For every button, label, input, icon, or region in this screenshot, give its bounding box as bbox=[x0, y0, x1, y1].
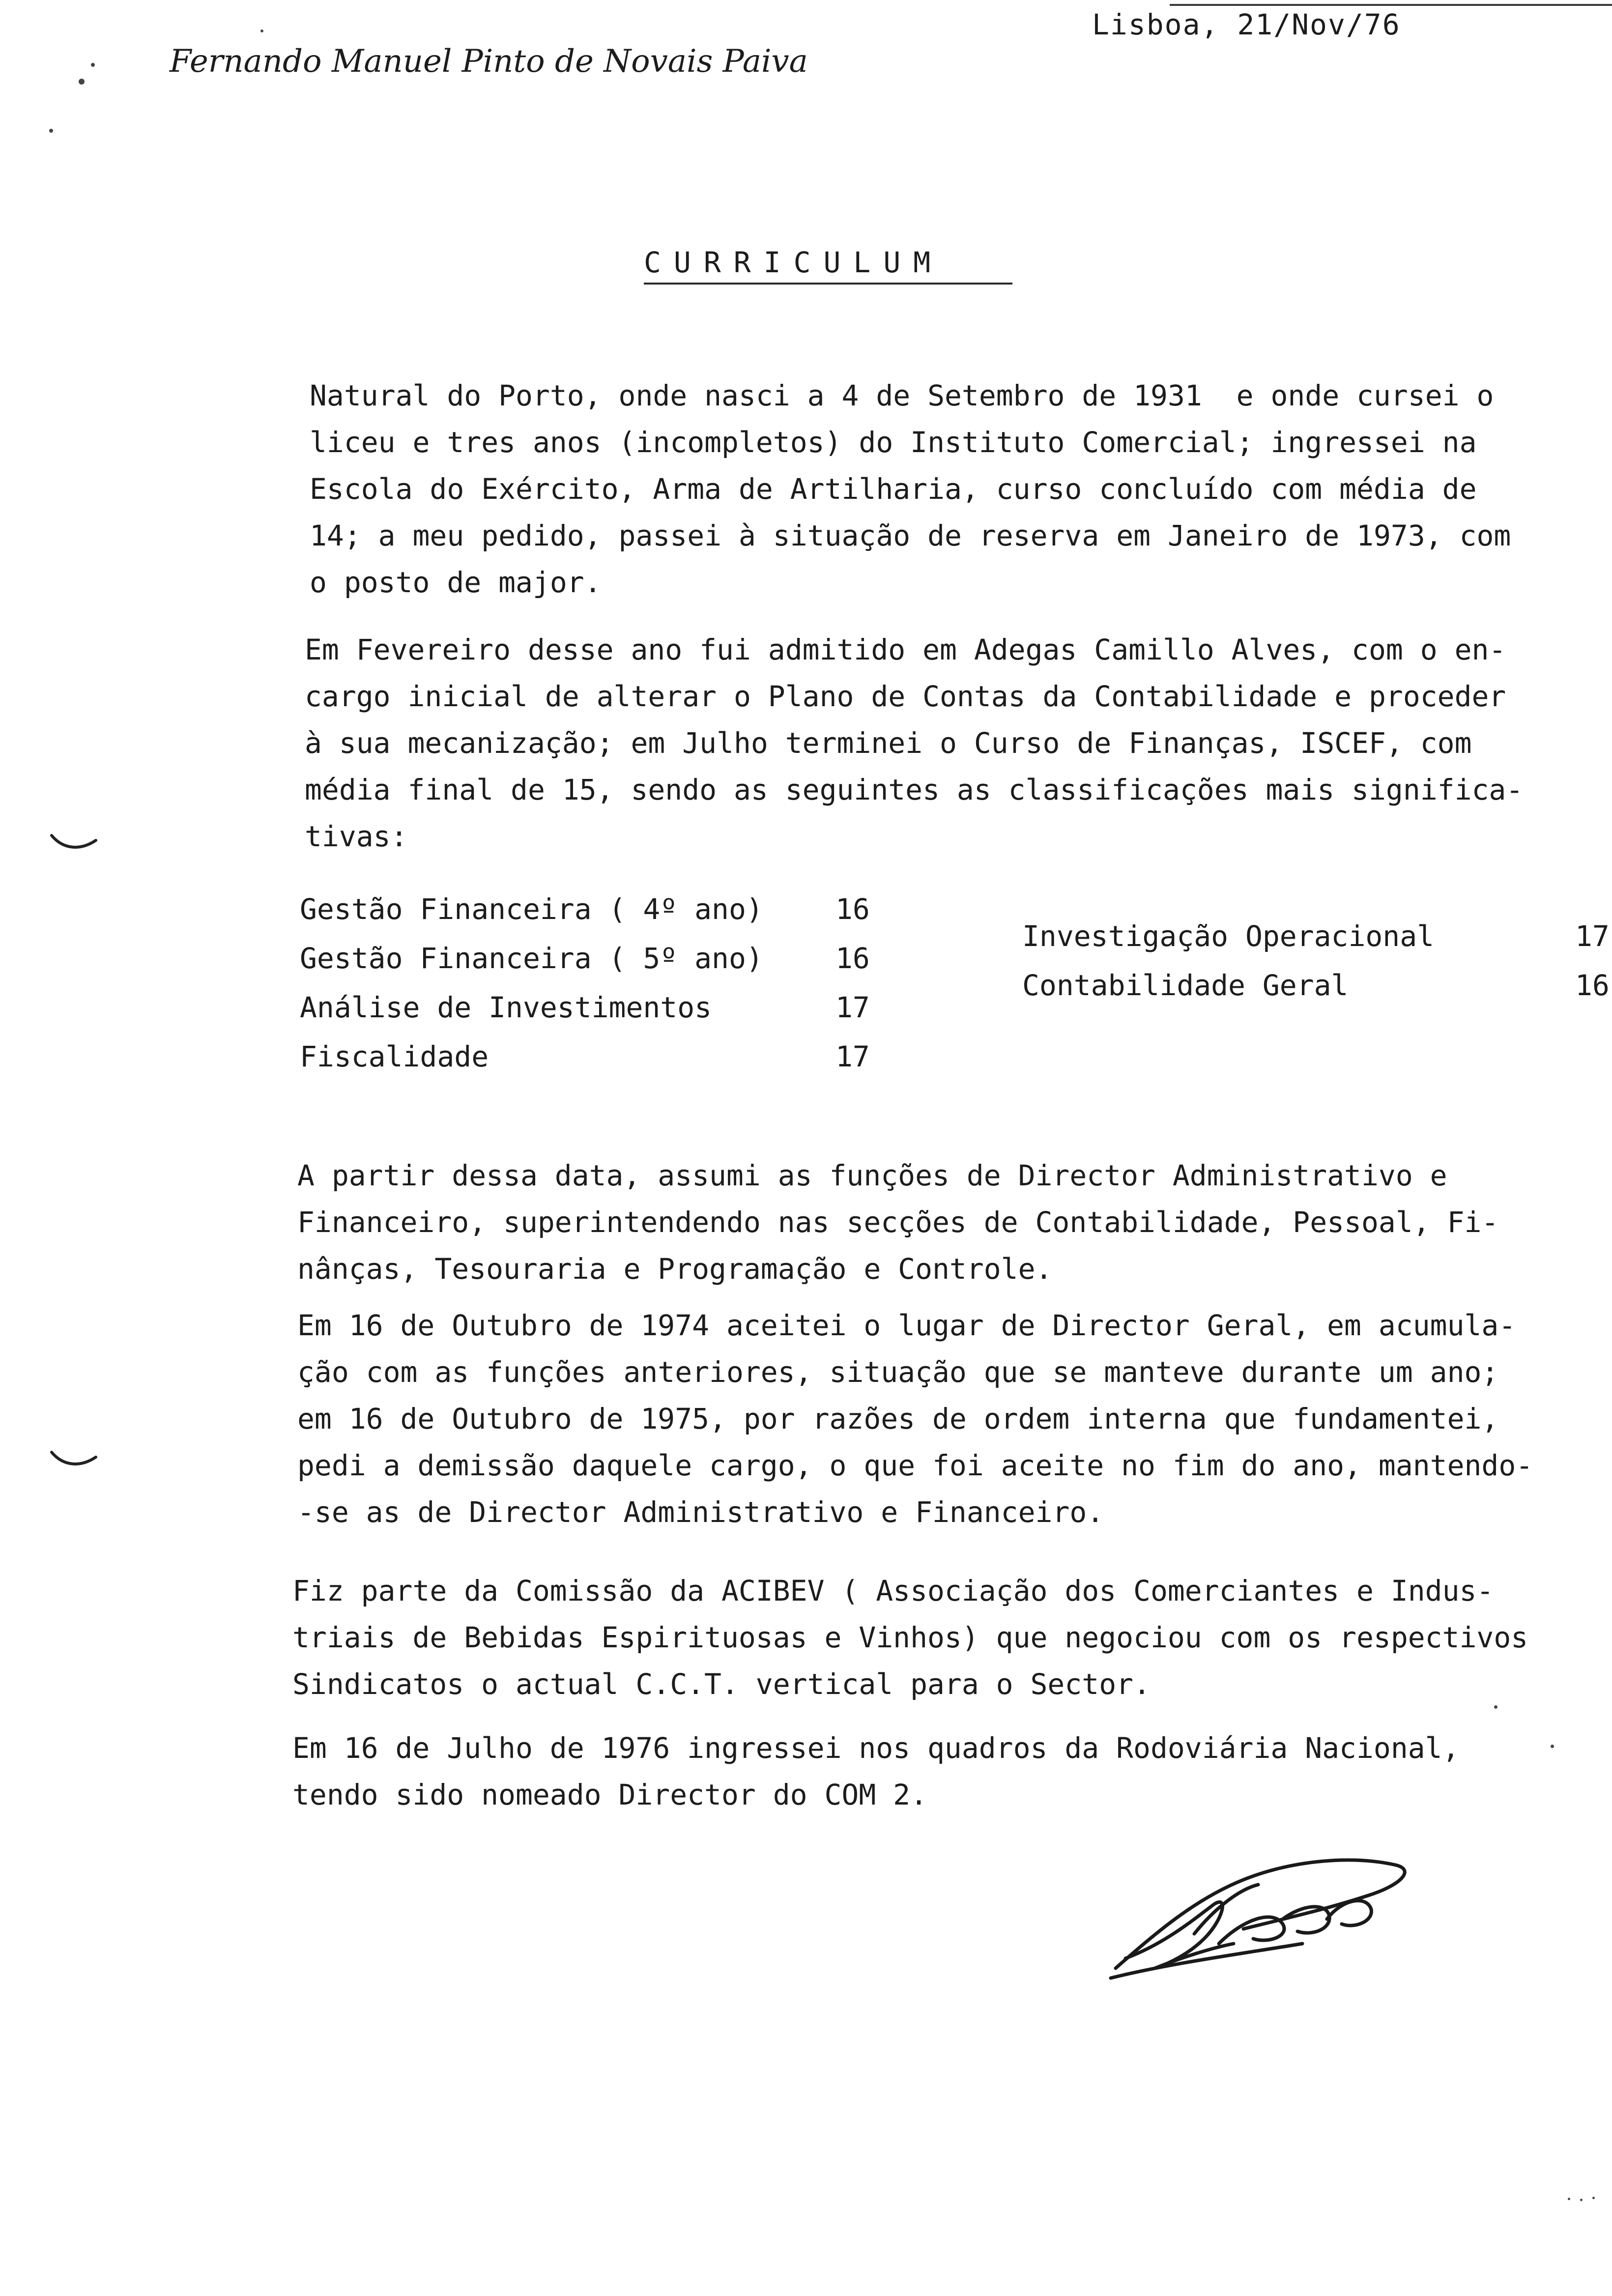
handwritten-signature bbox=[1096, 1845, 1420, 1993]
paragraph-adegas-finance-course: Em Fevereiro desse ano fui admitido em Adegas Camillo Alves, com o en- cargo inicial de alterar o Plano de Contas da Contabilidade e proceder à sua mecanização; em Julho terminei o Curso de Finanças, ISCEF, com média final de 15, sendo as seguintes as classificações mais significa- tivas: bbox=[305, 633, 1524, 853]
title-underline bbox=[644, 283, 1012, 285]
grade-value: 16 bbox=[835, 942, 870, 975]
grade-subject: Contabilidade Geral bbox=[1022, 969, 1349, 1002]
document-title: CURRICULUM bbox=[644, 246, 944, 279]
author-name: Fernando Manuel Pinto de Novais Paiva bbox=[170, 43, 808, 80]
scan-speck bbox=[1551, 1745, 1554, 1748]
place-and-date: Lisboa, 21/Nov/76 bbox=[1092, 8, 1401, 41]
grade-subject: Investigação Operacional bbox=[1022, 919, 1435, 953]
paragraph-acibev: Fiz parte da Comissão da ACIBEV ( Associação dos Comerciantes e Indus- triais de Bebidas Espirituosas e Vinhos) que negociou com os respectivos Sindicatos o actual C.C.T. vertical para o Sector. bbox=[292, 1574, 1528, 1701]
grade-value: 17 bbox=[835, 991, 870, 1024]
scan-speck bbox=[49, 129, 53, 133]
grade-subject: Análise de Investimentos bbox=[300, 991, 712, 1024]
scan-speck bbox=[1494, 1705, 1497, 1709]
grade-value: 16 bbox=[835, 892, 870, 926]
paragraph-director-general: Em 16 de Outubro de 1974 aceitei o lugar de Director Geral, em acumula- ção com as funções anteriores, situação que se manteve durante um ano; em 16 de Outubro de 1975, por razões de ordem interna que fundamentei, pedi a demissão daquele cargo, o que foi aceite no fim do ano, mantendo- -se as de Director Administrativo e Financeiro. bbox=[297, 1309, 1533, 1529]
paragraph-director-functions: A partir dessa data, assumi as funções de Director Administrativo e Financeiro, superintendendo nas secções de Contabilidade, Pessoal, Fi- nânças, Tesouraria e Programação e Controle. bbox=[297, 1159, 1499, 1286]
scan-speck bbox=[79, 79, 85, 85]
paragraph-rodoviaria: Em 16 de Julho de 1976 ingressei nos quadros da Rodoviária Nacional, tendo sido nomeado Director do COM 2. bbox=[292, 1731, 1460, 1811]
scan-speck bbox=[1592, 2197, 1595, 2199]
grade-subject: Gestão Financeira ( 4º ano) bbox=[300, 892, 763, 926]
grade-value: 17 bbox=[835, 1040, 870, 1073]
scan-speck bbox=[91, 63, 95, 67]
scan-speck bbox=[1568, 2198, 1570, 2200]
top-border-line bbox=[1170, 4, 1612, 6]
grade-value: 16 bbox=[1575, 969, 1610, 1002]
grade-value: 17 bbox=[1575, 919, 1610, 953]
scan-speck bbox=[260, 29, 263, 32]
paragraph-birth-education: Natural do Porto, onde nasci a 4 de Setembro de 1931 e onde cursei o liceu e tres anos (incompletos) do Instituto Comercial; ingressei na Escola do Exército, Arma de Artilharia, curso concluído com média de 14; a meu pedido, passei à situação de reserva em Janeiro de 1973, com o posto de major. bbox=[310, 379, 1511, 599]
scan-speck bbox=[1580, 2199, 1583, 2201]
grade-subject: Gestão Financeira ( 5º ano) bbox=[300, 942, 763, 975]
grade-subject: Fiscalidade bbox=[300, 1040, 489, 1073]
margin-check-mark bbox=[47, 831, 101, 855]
margin-check-mark bbox=[47, 1447, 101, 1472]
